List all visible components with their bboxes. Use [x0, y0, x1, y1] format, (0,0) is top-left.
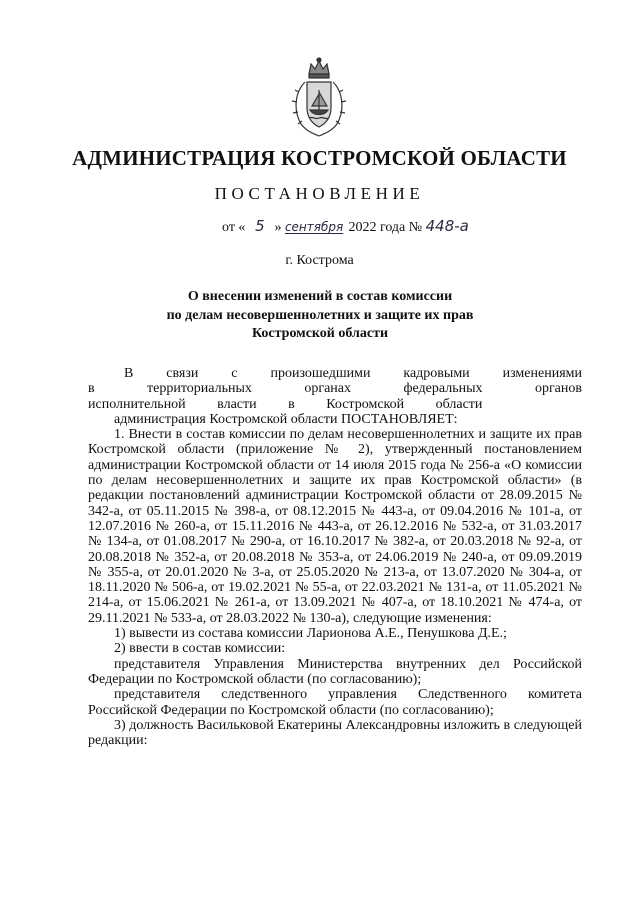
handwritten-month: сентября [284, 220, 344, 234]
document-type: ПОСТАНОВЛЕНИЕ [214, 184, 425, 203]
date-line [222, 217, 480, 236]
paragraph-subitem-2: 2) ввести в состав комиссии: [114, 641, 286, 657]
date-mid: » [274, 220, 282, 235]
paragraph-representative-mvd: представителя Управления Министерства внутренних дел Российской Федерации по Костромской области (по согласованию); [88, 656, 582, 687]
subject-line-3: Костромской области [251, 326, 389, 341]
coat-of-arms-emblem [287, 56, 351, 138]
subject-line-2: по делам несовершеннолетних и защите их прав [166, 307, 474, 323]
paragraph-subitem-3: 3) должность Васильковой Екатерины Александровны изложить в следующей редакции: [88, 717, 582, 749]
document-subject [120, 288, 520, 344]
paragraph-resolves: администрация Костромской области ПОСТАНОВЛЯЕТ: [114, 411, 458, 427]
handwritten-day: 5 [255, 217, 265, 235]
document-body [88, 366, 582, 748]
organization-title: АДМИНИСТРАЦИЯ КОСТРОМСКОЙ ОБЛАСТИ [72, 146, 567, 170]
subject-line-1: О внесении изменений в состав комиссии [187, 289, 453, 304]
date-year: 2022 года № [348, 220, 423, 235]
city-line: г. Кострома [285, 253, 354, 268]
paragraph-item-1: 1. Внести в состав комиссии по делам несовершеннолетних и защите их прав Костромской области (приложение № 2), утвержденный постановлением администрации Костромской области от 14 июля 2015 года № 256-а «О комиссии по делам несовершеннолетних и защите их прав Костромской области» (в редакции постановлений администрации Костромской области от 28.09.2015 № 342-а, от 05.11.2015 № 398-а, от 08.12.2015 № 443-а, от 09.04.2016 № 101-а, от 12.07.2016 № 260-а, от 15.11.2016 № 443-а, от 26.12.2016 № 532-а, от 31.03.2017 № 134-а, от 01.08.2017 № 290-а, от 16.10.2017 № 382-а, от 20.03.2018 № 92-а, от 20.08.2018 № 352-а, от 20.08.2018 № 353-а, от 24.06.2019 № 240-а, от 09.09.2019 № 355-а, от 20.01.2020 № 3-а, от 25.05.2020 № 213-а, от 13.07.2020 № 304-а, от 18.11.2020 № 506-а, от 19.02.2021 № 55-а, от 22.03.2021 № 131-а, от 11.05.2021 № 214-а, от 15.06.2021 № 261-а, от 13.09.2021 № 407-а, от 18.10.2021 № 474-а, от 29.11.2021 № 533-а, от 28.03.2022 № 130-а), следующие изменения: [88, 427, 582, 626]
date-prefix: от « [222, 220, 246, 235]
paragraph-preamble: В связи с произошедшими кадровыми изменениями в территориальных органах федеральных органов исполнительной власти в Костромской области [88, 366, 582, 412]
paragraph-subitem-1: 1) вывести из состава комиссии Ларионова А.Е., Пенушкова Д.Е.; [114, 626, 507, 642]
handwritten-number: 448-а [425, 217, 469, 235]
paragraph-representative-sk: представителя следственного управления Следственного комитета Российской Федерации по Костромской области (по согласованию); [88, 687, 582, 718]
